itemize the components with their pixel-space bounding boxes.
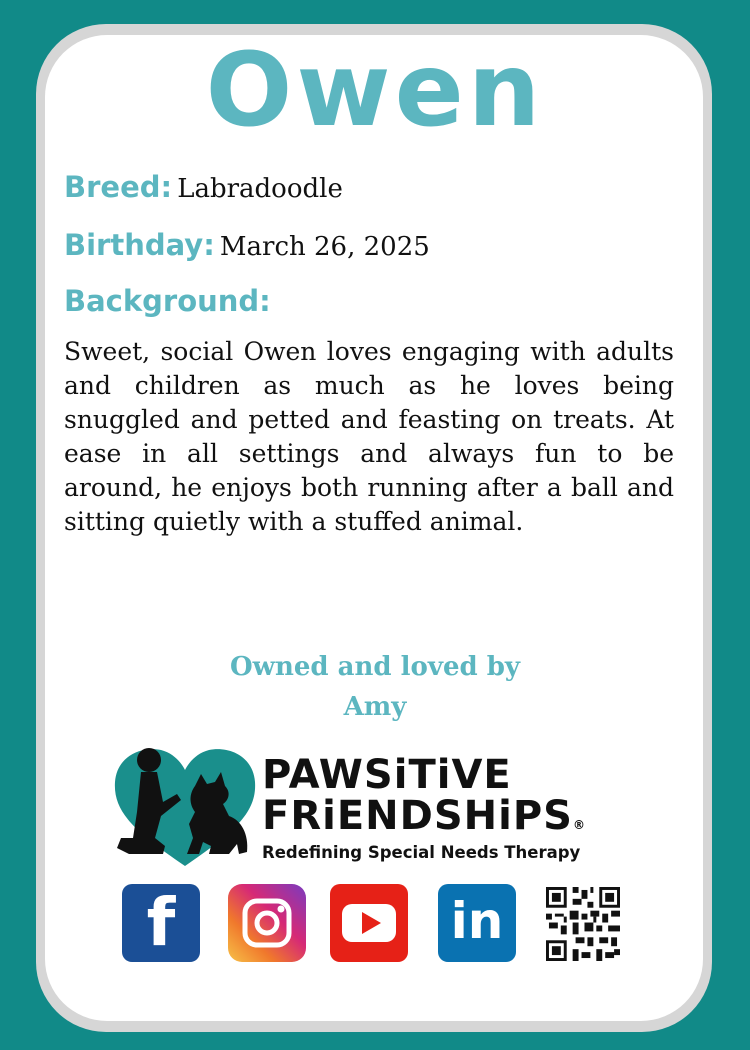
brand-line2: FRiENDSHiPS xyxy=(262,793,573,839)
background-text: Sweet, social Owen loves engaging with adults and children as much as he loves being snuggled and petted and feasting on treats. At ease in all settings and always fun to be around, he enjoys both running after a ball and sitting quietly with a stuffed animal. xyxy=(64,337,674,536)
facebook-icon[interactable] xyxy=(122,884,200,962)
qr-code-icon[interactable] xyxy=(546,887,620,961)
brand-line2-row xyxy=(262,793,586,839)
dog-name: Owen xyxy=(205,31,545,150)
youtube-glyph xyxy=(330,884,408,962)
instagram-glyph xyxy=(228,884,306,962)
breed-label: Breed: xyxy=(64,170,173,204)
instagram-icon[interactable] xyxy=(228,884,306,962)
breed-row xyxy=(64,170,343,204)
owned-by-label: Owned and loved by xyxy=(229,652,521,682)
brand-tagline: Redefining Special Needs Therapy xyxy=(262,843,581,862)
birthday-row xyxy=(64,228,430,262)
youtube-icon[interactable] xyxy=(330,884,408,962)
birthday-label: Birthday: xyxy=(64,228,215,262)
breed-value: Labradoodle xyxy=(177,174,343,204)
linkedin-icon[interactable] xyxy=(438,884,516,962)
facebook-glyph: f xyxy=(146,884,176,961)
background-label: Background: xyxy=(64,284,271,318)
pawsitive-friendships-logo-icon xyxy=(105,742,265,870)
birthday-value: March 26, 2025 xyxy=(219,232,430,262)
registered-mark: ® xyxy=(572,818,586,832)
background-row xyxy=(64,284,271,318)
brand-line1: PAWSiTiVE xyxy=(262,752,512,798)
owner-name: Amy xyxy=(343,692,407,722)
linkedin-glyph: in xyxy=(450,892,504,950)
